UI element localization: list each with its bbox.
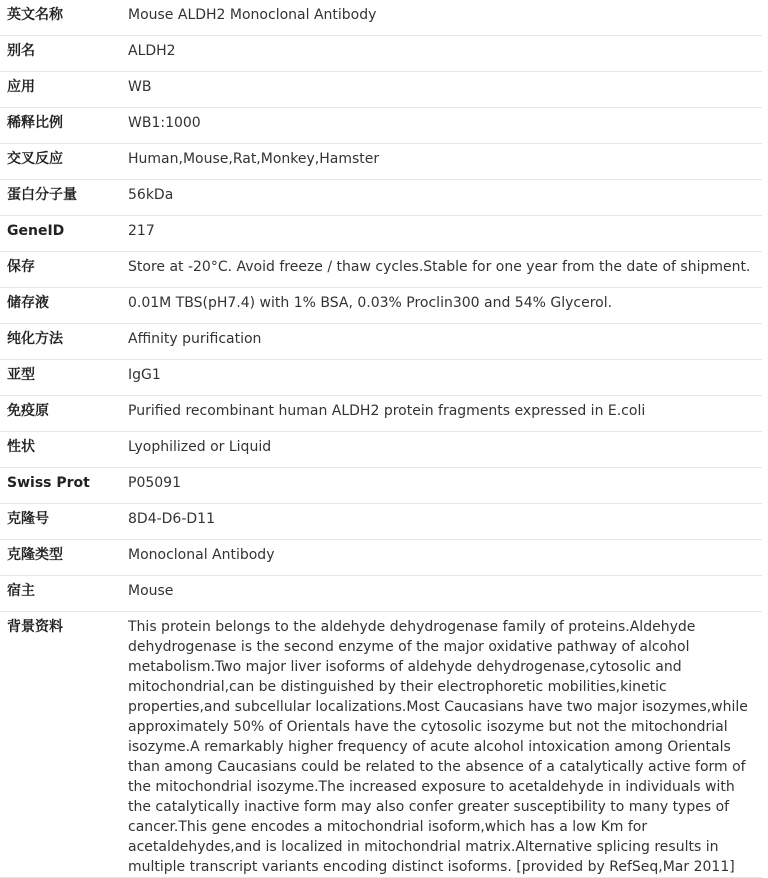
spec-label: 稀释比例 bbox=[0, 108, 121, 144]
spec-label: 交叉反应 bbox=[0, 144, 121, 180]
spec-row-background bbox=[0, 612, 762, 878]
spec-value: P05091 bbox=[121, 468, 762, 504]
spec-value: IgG1 bbox=[121, 360, 762, 396]
spec-value: WB bbox=[121, 72, 762, 108]
spec-value: Store at -20°C. Avoid freeze / thaw cycles.Stable for one year from the date of shipment. bbox=[121, 252, 762, 288]
spec-row-english-name bbox=[0, 0, 762, 36]
spec-value: WB1:1000 bbox=[121, 108, 762, 144]
spec-value: 56kDa bbox=[121, 180, 762, 216]
spec-value: Affinity purification bbox=[121, 324, 762, 360]
spec-row-alias bbox=[0, 36, 762, 72]
spec-label: 储存液 bbox=[0, 288, 121, 324]
spec-label: 免疫原 bbox=[0, 396, 121, 432]
spec-row-immunogen bbox=[0, 396, 762, 432]
spec-row-host bbox=[0, 576, 762, 612]
spec-row-clone-number bbox=[0, 504, 762, 540]
spec-label: Swiss Prot bbox=[0, 468, 121, 504]
spec-value: 217 bbox=[121, 216, 762, 252]
spec-label: 蛋白分子量 bbox=[0, 180, 121, 216]
spec-value: 0.01M TBS(pH7.4) with 1% BSA, 0.03% Proclin300 and 54% Glycerol. bbox=[121, 288, 762, 324]
spec-label: 克隆类型 bbox=[0, 540, 121, 576]
spec-value: 8D4-D6-D11 bbox=[121, 504, 762, 540]
spec-value-background: This protein belongs to the aldehyde dehydrogenase family of proteins.Aldehyde dehydrogenase is the second enzyme of the major oxidative pathway of alcohol metabolism.Two major liver isoforms of aldehyde dehydrogenase,cytosolic and mitochondrial,can be distinguished by their electrophoretic mobilities,kinetic properties,and subcellular localizations.Most Caucasians have two major isozymes,while approximately 50% of Orientals have the cytosolic isozyme but not the mitochondrial isozyme.A remarkably higher frequency of acute alcohol intoxication among Orientals than among Caucasians could be related to the absence of a catalytically active form of the mitochondrial isozyme.The increased exposure to acetaldehyde in individuals with the catalytically inactive form may also confer greater susceptibility to many types of cancer.This gene encodes a mitochondrial isoform,which has a low Km for acetaldehydes,and is localized in mitochondrial matrix.Alternative splicing results in multiple transcript variants encoding distinct isoforms. [provided by RefSeq,Mar 2011] bbox=[121, 612, 762, 878]
spec-row-cross-reactivity bbox=[0, 144, 762, 180]
spec-row-clone-type bbox=[0, 540, 762, 576]
spec-label: 亚型 bbox=[0, 360, 121, 396]
spec-row-application bbox=[0, 72, 762, 108]
spec-value: Mouse bbox=[121, 576, 762, 612]
spec-label: 别名 bbox=[0, 36, 121, 72]
spec-label: 保存 bbox=[0, 252, 121, 288]
spec-value: Monoclonal Antibody bbox=[121, 540, 762, 576]
spec-row-form bbox=[0, 432, 762, 468]
spec-row-storage bbox=[0, 252, 762, 288]
spec-value: Purified recombinant human ALDH2 protein fragments expressed in E.coli bbox=[121, 396, 762, 432]
spec-label: 应用 bbox=[0, 72, 121, 108]
spec-label: 纯化方法 bbox=[0, 324, 121, 360]
spec-label: 宿主 bbox=[0, 576, 121, 612]
spec-row-swiss-prot bbox=[0, 468, 762, 504]
spec-label: 背景资料 bbox=[0, 612, 121, 878]
spec-row-storage-buffer bbox=[0, 288, 762, 324]
spec-label: 克隆号 bbox=[0, 504, 121, 540]
spec-row-molecular-weight bbox=[0, 180, 762, 216]
spec-row-gene-id bbox=[0, 216, 762, 252]
spec-label: 英文名称 bbox=[0, 0, 121, 36]
spec-row-dilution bbox=[0, 108, 762, 144]
spec-label: 性状 bbox=[0, 432, 121, 468]
spec-value: Mouse ALDH2 Monoclonal Antibody bbox=[121, 0, 762, 36]
spec-value: Human,Mouse,Rat,Monkey,Hamster bbox=[121, 144, 762, 180]
spec-value: Lyophilized or Liquid bbox=[121, 432, 762, 468]
spec-row-isotype bbox=[0, 360, 762, 396]
spec-value: ALDH2 bbox=[121, 36, 762, 72]
spec-row-purification bbox=[0, 324, 762, 360]
spec-label: GeneID bbox=[0, 216, 121, 252]
